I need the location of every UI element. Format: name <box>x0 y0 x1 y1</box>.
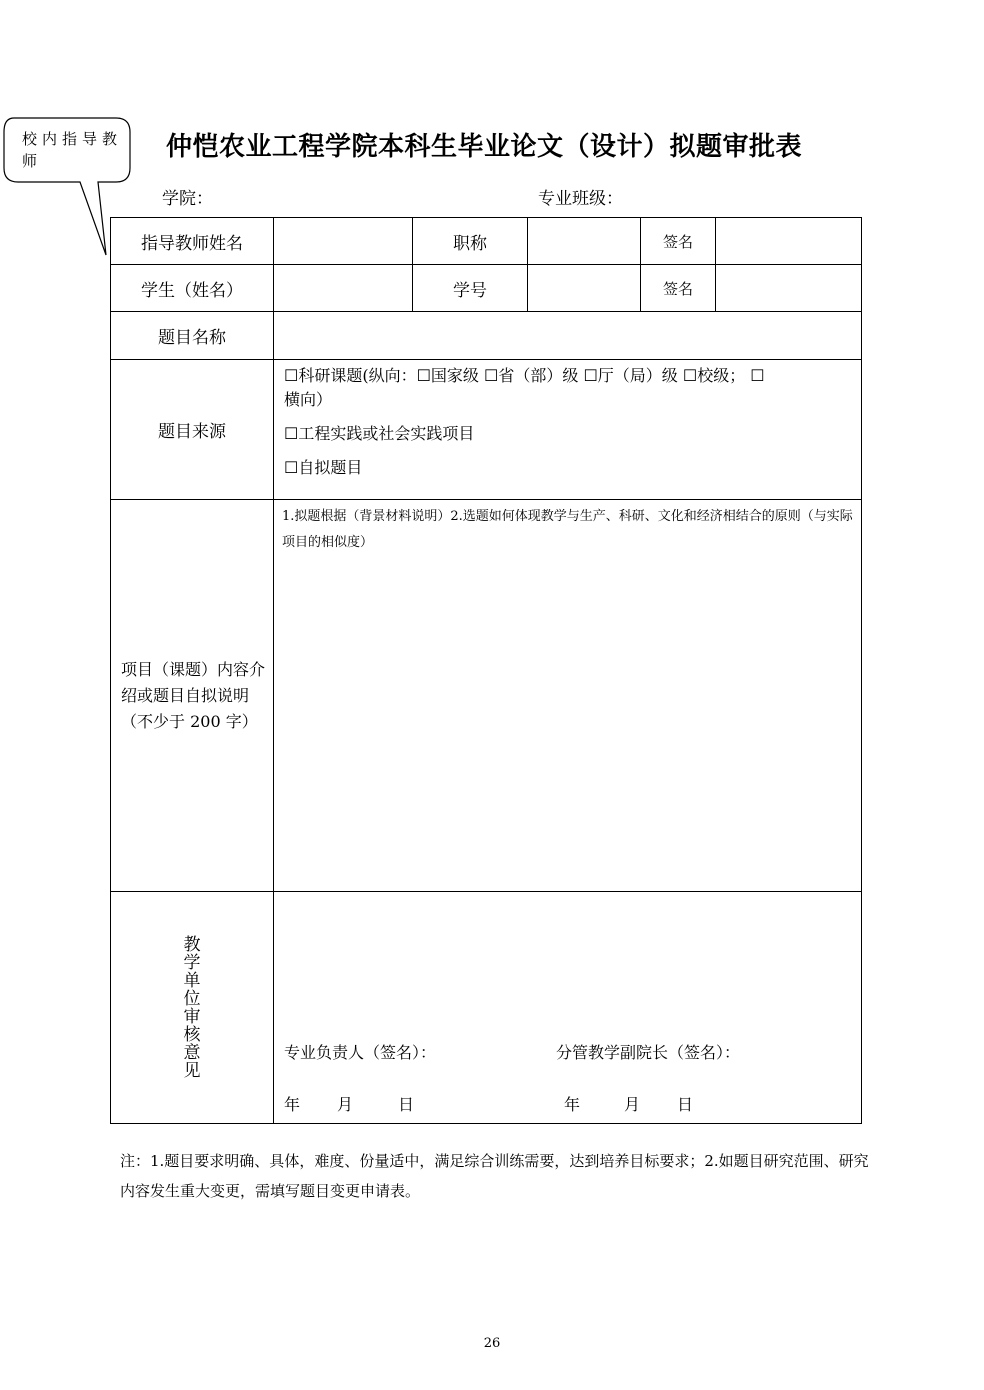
date-day-label-2: 日 <box>677 1095 694 1114</box>
intro-field[interactable] <box>274 500 862 892</box>
supervisor-name-field[interactable] <box>274 218 413 265</box>
student-sign-label: 签名 <box>641 265 716 312</box>
vice-dean-signature-label: 分管教学副院长（签名）： <box>556 1043 741 1062</box>
student-id-label: 学号 <box>413 265 528 312</box>
topic-name-row <box>111 312 862 360</box>
source-option-self[interactable]: ☐自拟题目 <box>284 458 363 477</box>
topic-source-row <box>111 360 862 500</box>
supervisor-name-label: 指导教师姓名 <box>111 218 274 265</box>
topic-name-field[interactable] <box>274 312 862 360</box>
topic-name-label: 题目名称 <box>111 312 274 360</box>
date-year-label: 年 <box>284 1095 301 1114</box>
review-label-char: 核 <box>183 1024 201 1045</box>
supervisor-sign-label: 签名 <box>641 218 716 265</box>
title-label: 职称 <box>413 218 528 265</box>
title-field[interactable] <box>528 218 641 265</box>
college-label: 学院： <box>162 189 213 209</box>
review-label-char: 意 <box>183 1042 201 1063</box>
source-option-engineering[interactable]: ☐工程实践或社会实践项目 <box>284 424 475 443</box>
topic-source-label: 题目来源 <box>111 360 274 500</box>
review-label-char: 审 <box>183 1006 201 1027</box>
approval-form-table <box>110 217 862 1124</box>
review-row <box>111 892 862 1124</box>
page-title: 仲恺农业工程学院本科生毕业论文（设计）拟题审批表 <box>166 132 803 162</box>
topic-source-options <box>274 360 862 500</box>
review-label-char: 位 <box>183 988 201 1009</box>
footnote: 注：1.题目要求明确、具体，难度、份量适中，满足综合训练需要，达到培养目标要求；2.如题目研究范围、研究内容发生重大变更，需填写题目变更申请表。 <box>120 1152 869 1200</box>
review-field[interactable] <box>274 892 862 1124</box>
intro-hint: 1.拟题根据（背景材料说明）2.选题如何体现教学与生产、科研、文化和经济相结合的原则（与实际项目的相似度） <box>282 509 853 550</box>
date-month-label: 月 <box>337 1095 354 1114</box>
intro-row <box>111 500 862 892</box>
source-option-horizontal: 横向） <box>284 390 333 409</box>
date-day-label: 日 <box>398 1095 415 1114</box>
supervisor-row <box>111 218 862 265</box>
major-class-label: 专业班级： <box>538 189 623 209</box>
source-option-research[interactable]: ☐科研课题(纵向：☐国家级 ☐省（部）级 ☐厅（局）级 ☐校级； ☐ <box>284 366 765 385</box>
review-label-char: 单 <box>183 970 201 991</box>
review-label-char: 见 <box>183 1060 201 1081</box>
date-month-label-2: 月 <box>624 1095 641 1114</box>
student-id-field[interactable] <box>528 265 641 312</box>
page-number: 26 <box>483 1336 501 1351</box>
review-label <box>111 892 274 1124</box>
student-name-label: 学生（姓名） <box>111 265 274 312</box>
date-year-label-2: 年 <box>564 1095 581 1114</box>
review-label-char: 学 <box>183 952 201 973</box>
student-sign-field[interactable] <box>716 265 862 312</box>
review-label-char: 教 <box>183 934 201 955</box>
student-row <box>111 265 862 312</box>
intro-label: 项目（课题）内容介绍或题目自拟说明（不少于 200 字） <box>111 500 274 892</box>
callout-text: 校内指导教师 <box>22 130 123 170</box>
supervisor-sign-field[interactable] <box>716 218 862 265</box>
major-head-signature-label: 专业负责人（签名）： <box>284 1043 437 1062</box>
student-name-field[interactable] <box>274 265 413 312</box>
